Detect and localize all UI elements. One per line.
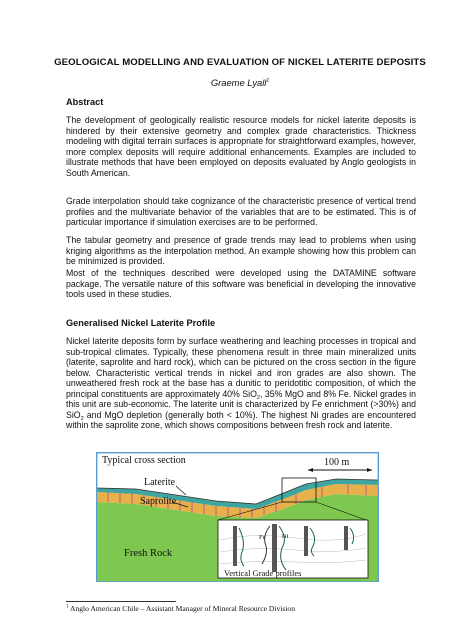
author-name: Graeme Lyall — [210, 77, 267, 88]
figure-title: Typical cross section — [102, 455, 186, 466]
subscript-2b: 2 — [80, 415, 84, 422]
label-fe: Fe — [259, 534, 266, 541]
footnote-rule — [66, 601, 176, 602]
label-fresh-rock: Fresh Rock — [124, 548, 173, 559]
abstract-paragraph-4: Most of the techniques described were developed using the DATAMINE software package. The versatile nature of this software was beneficial in developing the innovative tools used in these studies. — [66, 268, 416, 299]
profile-text-b: , 35% MgO and 8% Fe. Nickel grades in this unit are sub-economic. The laterite unit is characterized by Fe enrichment (>30%) and SiO — [66, 388, 416, 420]
footnote-mark: 1 — [66, 604, 69, 610]
profile-text-a: Nickel laterite deposits form by surface weathering and leaching processes in tropical and sub-tropical climates. Typically, these phenomena result in three main mineralized units (laterite, saprolite and hard rock), which can be pictured on the cross section in the figure below. Characteristic vertical trends in nickel and iron grades are also shown. The unweathered fresh rock at the base has a dunitic to peridotitic composition, of which the principal constituents are approximately 40% SiO — [66, 336, 416, 399]
author-footnote-mark: 1 — [266, 77, 270, 84]
cross-section-figure — [96, 452, 379, 582]
abstract-heading: Abstract — [66, 97, 104, 107]
abstract-paragraph-1: The development of geologically realistic resource models for nickel laterite deposits is hindered by their extensive geometry and complex grade characteristics. Thickness modeling with digital terrain surfaces is appropriate for straightforward examples, however, more complex deposits will require additional enhancements. Examples are included to illustrate methods that have been employed on deposits evaluated by Anglo geologists in South American. — [66, 115, 416, 178]
subscript-2a: 2 — [256, 394, 260, 401]
figure-caption: Vertical Grade profiles — [224, 568, 302, 578]
abstract-paragraph-3: The tabular geometry and presence of grade trends may lead to problems when using kriging algorithms as the interpolation method. An example showing how this problem can be minimized is provided. — [66, 235, 416, 266]
label-saprolite: Saprolite — [140, 496, 177, 507]
section-heading-profile: Generalised Nickel Laterite Profile — [66, 318, 216, 328]
profile-paragraph — [66, 336, 416, 431]
paper-title: GEOLOGICAL MODELLING AND EVALUATION OF NICKEL LATERITE DEPOSITS — [54, 57, 426, 68]
label-laterite: Laterite — [144, 477, 176, 488]
inset-drillhole-4 — [344, 526, 348, 550]
author-line — [40, 77, 440, 88]
inset-drillhole-3 — [304, 526, 308, 556]
scale-label: 100 m — [324, 457, 350, 468]
label-ni: Ni — [282, 533, 289, 540]
abstract-paragraph-2: Grade interpolation should take cognizance of the characteristic presence of vertical trend profiles and the multivariate behavior of the variables that are to be estimated. This is of particular importance if simulation exercises are to be performed. — [66, 196, 416, 227]
footnote-text: Anglo American Chile – Assistant Manager of Mineral Resource Division — [68, 604, 296, 613]
inset-drillhole-1 — [233, 526, 237, 566]
footnote — [66, 604, 295, 613]
inset-drillhole-2 — [272, 524, 277, 572]
profile-text-c: and MgO depletion (generally both < 10%). The highest Ni grades are encountered within the saprolite zone, which shows compositions between fresh rock and laterite. — [66, 409, 416, 430]
